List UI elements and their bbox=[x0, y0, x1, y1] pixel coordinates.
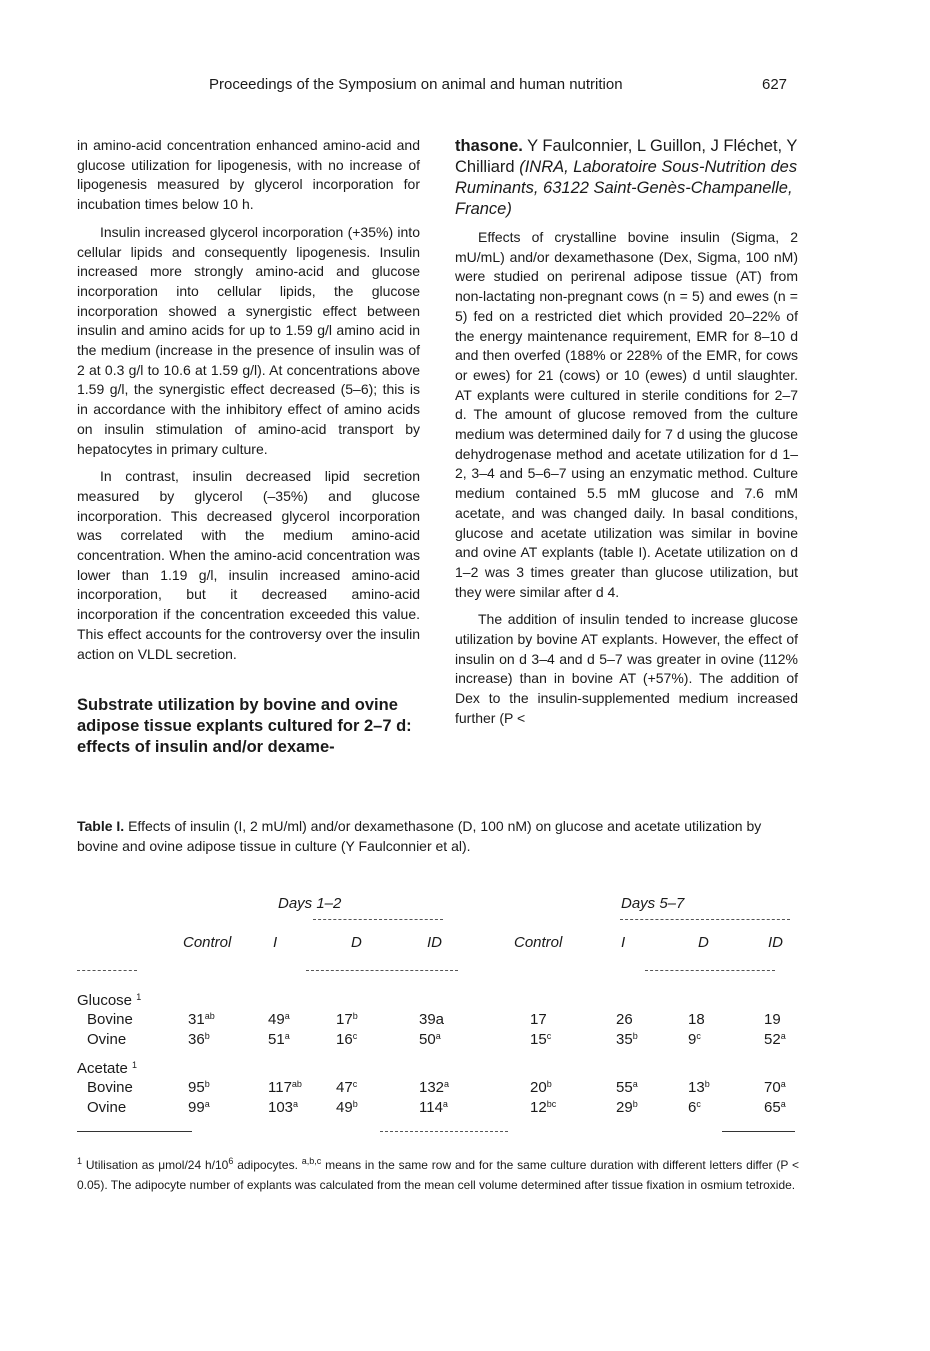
col-header: Control bbox=[514, 934, 563, 951]
group-rule-1 bbox=[313, 919, 443, 920]
col-header: Control bbox=[183, 934, 232, 951]
table-cell: 36$^b$ bbox=[188, 1031, 210, 1048]
left-paragraph-3: In contrast, insulin decreased lipid secretion measured by glycerol (–35%) and glucose incorporation. This decreased glycerol incorporation was correlated with the medium amino-acid concentration. When the amino-acid concentration was lower than 1.19 g/l, insulin increased amino-acid incorporation, but it decreased amino-acid incorporation if the concentration exceeded this value. This effect accounts for the controversy over the insulin action on VLDL secretion. bbox=[77, 468, 420, 662]
table-cell: 49$^a$ bbox=[268, 1011, 290, 1028]
table-cell: 103$^a$ bbox=[268, 1099, 299, 1116]
table-cell: 95$^b$ bbox=[188, 1079, 210, 1096]
table-cell: 13$^b$ bbox=[688, 1079, 710, 1096]
table-cell: 9$^c$ bbox=[688, 1031, 701, 1048]
row-label: Bovine bbox=[87, 1011, 133, 1028]
table-cell: 26 bbox=[616, 1011, 633, 1028]
table-cell: $31^{ab}$ bbox=[188, 1011, 215, 1028]
header-rule-1 bbox=[306, 970, 458, 971]
section-label-glucose: Glucose $^1$ bbox=[77, 992, 142, 1009]
right-paragraph-1: Effects of crystalline bovine insulin (Sigma, 2 mU/mL) and/or dexamethasone (Dex, Sigma, 100 nM) were studied on perirenal adipose tissue (AT) from non-lactating non-pregnant cows (n = 5) and ewes (n = 5) fed on a restricted diet which provided 20–22% of the energy maintenance requirement, EMR for 8–10 d and then overfed (188% or 228% of the EMR, for cows or ewes) for 21 (cows) or 10 (ewes) d until slaughter. AT explants were cultured in sterile conditions for 2–7 d. The amount of glucose removed from the culture medium was determined daily for 7 d using the glucose dehydrogenase method and acetate utilization for d 1–2, 3–4 and 5–6–7 using an enzymatic method. Culture medium contained 5.5 mM glucose and 7.6 mM acetate, and was changed daily. In basal conditions, glucose and acetate utilization was similar in bovine and ovine AT explants (table I). Acetate utilization on d 1–2 was 3 times greater than glucose utilization, but they were similar after d 4. bbox=[455, 229, 798, 600]
table-cell: 47$^c$ bbox=[336, 1079, 358, 1096]
table-cell: $117^{ab}$ bbox=[268, 1079, 302, 1096]
affiliation: (INRA, Laboratoire Sous-Nutrition des Ruminants, 63122 Saint-Genès-Champanelle, France) bbox=[455, 158, 798, 218]
row-label: Bovine bbox=[87, 1079, 133, 1096]
col-header: ID bbox=[427, 934, 442, 951]
table-cell: 18 bbox=[688, 1011, 705, 1028]
row-label: Ovine bbox=[87, 1099, 127, 1116]
col-header: D bbox=[698, 934, 709, 951]
bottom-rule-1 bbox=[77, 1131, 192, 1132]
table-cell: 17 bbox=[530, 1011, 547, 1028]
right-paragraph-2: The addition of insulin tended to increase glucose utilization by bovine AT explants. However, the effect of insulin on d 3–4 and d 5–7 was greater in ovine (112% increase) than in bovine AT (+57%). The addition of Dex to the insulin-supplemented medium increased further (P < bbox=[455, 611, 798, 726]
table-cell: 99$^a$ bbox=[188, 1099, 210, 1116]
left-column bbox=[77, 136, 420, 672]
section-heading: Substrate utilization by bovine and ovine adipose tissue explants cultured for 2–7 d: effects of insulin and/or dexame- bbox=[77, 696, 412, 756]
col-header: D bbox=[351, 934, 362, 951]
table-cell: 17$^b$ bbox=[336, 1011, 358, 1028]
table-cell: 65$^a$ bbox=[764, 1099, 786, 1116]
table-label: Table I. bbox=[77, 818, 125, 834]
col-header: ID bbox=[768, 934, 783, 951]
table-footnote: $^1$ Utilisation as μmol/24 $h/10^6$ adipocytes. $^{a,b,c}$ means in the same row and for the same culture duration with different letters differ (P < 0.05). The adipocyte number of explants was calculated from the mean cell volume determined after tissue fixation in osmium tetroxide. bbox=[77, 1156, 799, 1192]
header-rule-2 bbox=[645, 970, 775, 971]
col-header: I bbox=[273, 934, 278, 951]
authors: Y Faulconnier, L Guillon, J Fléchet, Y Chilliard bbox=[455, 137, 798, 176]
running-title: Proceedings of the Symposium on animal and human nutrition bbox=[209, 76, 623, 93]
table-cell: 6$^c$ bbox=[688, 1099, 701, 1116]
table-cell: 52$^a$ bbox=[764, 1031, 786, 1048]
heading-continuation: thasone. bbox=[455, 137, 523, 155]
table-cell: 19 bbox=[764, 1011, 781, 1028]
table-cell: 50$^a$ bbox=[419, 1031, 441, 1048]
table-cell: $12^{bc}$ bbox=[530, 1099, 557, 1116]
table-cell: 20$^b$ bbox=[530, 1079, 552, 1096]
table-cell: 114$^a$ bbox=[419, 1099, 448, 1116]
table-cell: 55$^a$ bbox=[616, 1079, 638, 1096]
row-label: Ovine bbox=[87, 1031, 127, 1048]
table-cell: 49$^b$ bbox=[336, 1099, 358, 1116]
table-caption bbox=[77, 816, 799, 856]
left-paragraph-1: in amino-acid concentration enhanced amino-acid and glucose utilization for lipogenesis, with no increase of lipogenesis measured by glycerol incorporation for incubation times below 10 h. bbox=[77, 137, 420, 213]
group-rule-2 bbox=[620, 919, 790, 920]
header-rule-stub bbox=[77, 970, 137, 971]
table-cell: 51$^a$ bbox=[268, 1031, 290, 1048]
page-number: 627 bbox=[762, 76, 788, 93]
left-paragraph-2: Insulin increased glycerol incorporation (+35%) into cellular lipids and consequently lipogenesis. Insulin increased more strongly amino-acid and glucose incorporation into cellular lipids, the glucose incorporation showed a synergistic effect between insulin and amino acids for up to 1.59 g/l amino acid in the medium (increase in the presence of insulin was of 2 at 0.3 g/l to 10.6 at 1.59 g/l). At concentrations above 1.59 g/l, the synergistic effect decreased (5–6); this is in accordance with the inhibitory effect of amino acids on insulin stimulation of amino-acid transport by hepatocytes in primary culture. bbox=[77, 223, 420, 457]
section-label-acetate: Acetate $^1$ bbox=[77, 1060, 138, 1077]
table-cell: 15$^c$ bbox=[530, 1031, 552, 1048]
table-cell: 29$^b$ bbox=[616, 1099, 638, 1116]
group-header-days-5-7: Days 5–7 bbox=[621, 895, 685, 912]
bottom-rule-2 bbox=[380, 1131, 508, 1132]
bottom-rule-3 bbox=[722, 1131, 795, 1132]
table-caption-text: Effects of insulin (I, 2 mU/ml) and/or dexamethasone (D, 100 nM) on glucose and acetate utilization by bovine and ovine adipose tissue in culture (Y Faulconnier et al). bbox=[77, 818, 762, 854]
running-header bbox=[0, 76, 930, 96]
table-cell: 39a bbox=[419, 1011, 445, 1028]
table-cell: 35$^b$ bbox=[616, 1031, 638, 1048]
table-cell: 70$^a$ bbox=[764, 1079, 786, 1096]
col-header: I bbox=[621, 934, 626, 951]
group-header-days-1-2: Days 1–2 bbox=[278, 895, 342, 912]
table-cell: 16$^c$ bbox=[336, 1031, 358, 1048]
table-cell: 132$^a$ bbox=[419, 1079, 450, 1096]
abstract-byline bbox=[455, 136, 798, 220]
right-column bbox=[455, 136, 798, 737]
